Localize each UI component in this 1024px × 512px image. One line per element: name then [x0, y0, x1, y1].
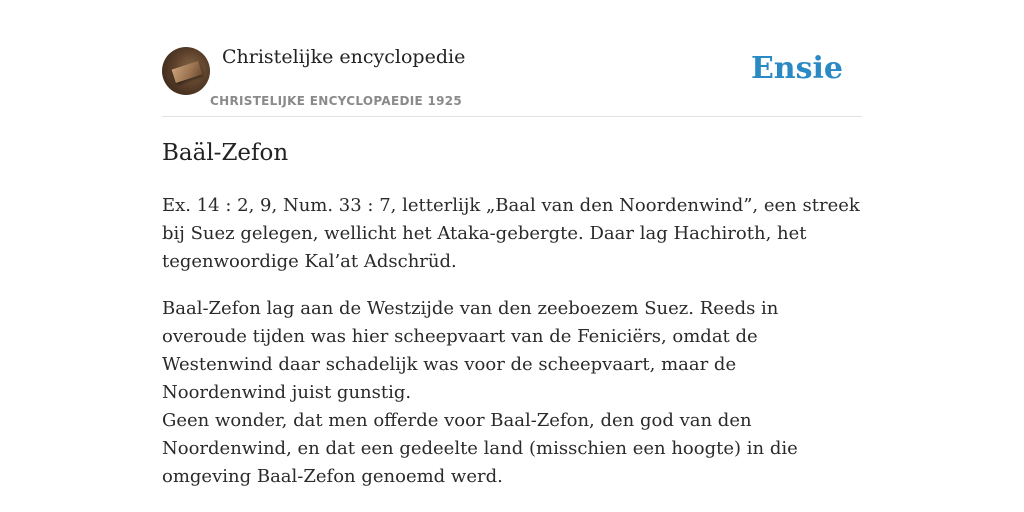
source-avatar[interactable] [162, 47, 210, 95]
article-paragraph: Baal-Zefon lag aan de Westzijde van den zeeboezem Suez. Reeds in overoude tijden was hier scheepvaart van de Feniciërs, omdat de Westenwind daar schadelijk was voor de scheepvaart, maar de Noordenwind juist gunstig. [162, 298, 779, 403]
brand-logo[interactable]: Ensie [750, 51, 843, 86]
article-title: Baäl-Zefon [162, 140, 289, 166]
article-paragraph: Ex. 14 : 2, 9, Num. 33 : 7, letterlijk „Baal van den Noordenwind”, een streek bij Suez gelegen, wellicht het Ataka-gebergte. Daar lag Hachiroth, het tegenwoordige Kal’at Adschrüd. [162, 195, 860, 272]
source-title[interactable]: Christelijke encyclopedie [222, 46, 466, 68]
book-icon [172, 61, 203, 83]
header [162, 40, 862, 117]
article-paragraph: Geen wonder, dat men offerde voor Baal-Zefon, den god van den Noordenwind, en dat een gedeelte land (misschien een hoogte) in die omgeving Baal-Zefon genoemd werd. [162, 410, 798, 487]
source-subtitle: CHRISTELIJKE ENCYCLOPAEDIE 1925 [210, 94, 463, 108]
